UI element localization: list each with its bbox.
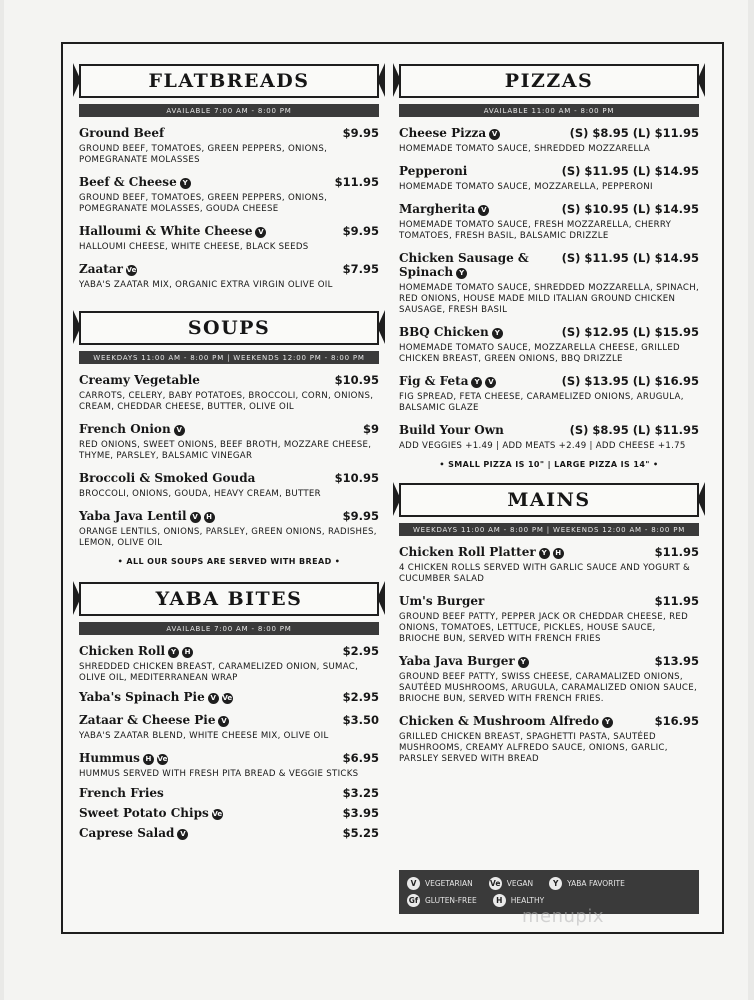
item-name (79, 751, 168, 765)
section-banner (79, 582, 379, 616)
menu-item (79, 690, 379, 704)
section-banner (79, 311, 379, 345)
item-name (79, 422, 185, 436)
item-description: CARROTS, CELERY, BABY POTATOES, BROCCOLI, CORN, ONIONS, CREAM, CHEDDAR CHEESE, BUTTER, OLIVE OIL (79, 391, 374, 412)
item-price: $3.25 (342, 786, 379, 800)
item-price: $5.25 (342, 826, 379, 840)
menu-item-row (399, 423, 699, 437)
vegetarian-icon: V (489, 129, 500, 140)
favorite-icon: Y (539, 548, 550, 559)
item-list (399, 126, 699, 452)
section-title: FLATBREADS (148, 70, 310, 92)
item-name-text: Creamy Vegetable (79, 373, 200, 387)
gluten-free-icon: Gf (408, 896, 419, 905)
item-name (399, 325, 503, 339)
menu-item-row (79, 175, 379, 189)
item-name-text: Caprese Salad (79, 826, 175, 840)
item-price: $9.95 (342, 509, 379, 523)
healthy-icon: H (553, 548, 564, 559)
item-price: (S) $11.95 (L) $14.95 (561, 251, 699, 265)
legend-favorite (549, 877, 625, 890)
section-title: MAINS (507, 489, 591, 511)
soups-section (79, 311, 379, 566)
item-name (399, 654, 529, 668)
item-name-text: Beef & Cheese (79, 175, 177, 189)
healthy-icon: H (204, 512, 215, 523)
vegetarian-icon: V (485, 377, 496, 388)
item-description: GROUND BEEF PATTY, PEPPER JACK OR CHEDDAR CHEESE, RED ONIONS, TOMATOES, LETTUCE, PICKLES, HOUSE SAUCE, BRIOCHE BUN, SERVED WITH FRENCH FRIES (399, 612, 688, 644)
menu-item (79, 786, 379, 800)
item-description: GRILLED CHICKEN BREAST, SPAGHETTI PASTA, SAUTÉED MUSHROOMS, CREAMY ALFREDO SAUCE, ONIONS, GARLIC, PARSLEY SERVED WITH BREAD (399, 732, 668, 764)
menu-item (399, 594, 699, 645)
item-name-text: Yaba Java Burger (399, 654, 515, 668)
menu-item (79, 262, 379, 291)
favorite-icon: Y (518, 657, 529, 668)
menu-item-row (79, 806, 379, 820)
item-name-text: Chicken & Mushroom Alfredo (399, 714, 600, 728)
legend-vegan (489, 877, 533, 890)
item-name (399, 545, 564, 559)
item-price: $11.95 (654, 545, 699, 559)
item-description: BROCCOLI, ONIONS, GOUDA, HEAVY CREAM, BUTTER (79, 489, 321, 499)
menu-item (399, 714, 699, 765)
item-description: HOMEMADE TOMATO SAUCE, FRESH MOZZARELLA, CHERRY TOMATOES, FRESH BASIL, BALSAMIC DRIZZLE (399, 220, 672, 241)
favorite-icon: Y (471, 377, 482, 388)
item-list (79, 644, 379, 840)
left-column (79, 44, 379, 840)
item-price: $6.95 (342, 751, 379, 765)
menu-item-row (79, 471, 379, 485)
item-name (399, 251, 562, 279)
item-description: ADD VEGGIES +1.49 | ADD MEATS +2.49 | ADD CHEESE +1.75 (399, 441, 686, 451)
menu-item (79, 644, 379, 684)
item-name-text: Chicken Sausage & Spinach (399, 251, 529, 279)
flatbreads-section (79, 64, 379, 291)
menu-item (79, 422, 379, 462)
menu-item-row (399, 126, 699, 140)
item-price: $9 (362, 422, 379, 436)
item-price: $3.95 (342, 806, 379, 820)
menu-item (79, 806, 379, 820)
item-name (79, 806, 223, 820)
vegan-icon: Ve (126, 266, 137, 274)
availability-bar: AVAILABLE 7:00 AM - 8:00 PM (79, 622, 379, 635)
item-description: FIG SPREAD, FETA CHEESE, CARAMELIZED ONIONS, ARUGULA, BALSAMIC GLAZE (399, 392, 684, 413)
legend-label: VEGETARIAN (425, 879, 473, 888)
favorite-icon: Y (492, 328, 503, 339)
vegetarian-icon: V (208, 693, 219, 704)
item-name (399, 423, 504, 437)
vegan-icon: Ve (222, 694, 233, 702)
menu-item-row (399, 325, 699, 339)
menu-item-row (79, 422, 379, 436)
item-price: (S) $13.95 (L) $16.95 (561, 374, 699, 388)
favorite-icon: Y (168, 647, 179, 658)
item-name-text: Zataar & Cheese Pie (79, 713, 216, 727)
healthy-icon: H (182, 647, 193, 658)
vegan-icon: Ve (212, 810, 223, 818)
availability-bar: WEEKDAYS 11:00 AM - 8:00 PM | WEEKENDS 12:00 AM - 8:00 PM (399, 523, 699, 536)
item-description: YABA'S ZAATAR MIX, ORGANIC EXTRA VIRGIN OLIVE OIL (79, 280, 333, 290)
menu-item (399, 423, 699, 452)
pizzas-section (399, 64, 699, 469)
item-name-text: Cheese Pizza (399, 126, 487, 140)
menu-item (399, 202, 699, 242)
right-column (399, 44, 699, 765)
item-name (79, 713, 229, 727)
item-name-text: Pepperoni (399, 164, 468, 178)
item-name-text: Yaba Java Lentil (79, 509, 187, 523)
menu-item (79, 509, 379, 549)
item-name-text: Yaba's Spinach Pie (79, 690, 205, 704)
item-list (79, 373, 379, 549)
item-description: HOMEMADE TOMATO SAUCE, SHREDDED MOZZARELLA, SPINACH, RED ONIONS, HOUSE MADE MILD ITALIAN GROUND CHICKEN SAUSAGE, FRESH BASIL (399, 283, 700, 315)
section-note: • ALL OUR SOUPS ARE SERVED WITH BREAD • (117, 557, 341, 566)
menu-item (399, 126, 699, 155)
item-name (79, 373, 200, 387)
favorite-icon: Y (180, 178, 191, 189)
menu-card (61, 42, 724, 934)
vegan-icon: Ve (157, 755, 168, 763)
item-list (79, 126, 379, 291)
item-description: HOMEMADE TOMATO SAUCE, SHREDDED MOZZARELLA (399, 144, 651, 154)
item-list (399, 545, 699, 765)
item-price: (S) $12.95 (L) $15.95 (561, 325, 699, 339)
menu-item-row (79, 126, 379, 140)
item-description: ORANGE LENTILS, ONIONS, PARSLEY, GREEN ONIONS, RADISHES, LEMON, OLIVE OIL (79, 527, 377, 548)
item-price: $2.95 (342, 690, 379, 704)
item-name (79, 644, 193, 658)
item-price: $9.95 (342, 224, 379, 238)
availability-bar: AVAILABLE 11:00 AM - 8:00 PM (399, 104, 699, 117)
item-name-text: Build Your Own (399, 423, 504, 437)
menu-item (79, 713, 379, 742)
menu-item-row (79, 224, 379, 238)
vegetarian-icon: V (190, 512, 201, 523)
item-name (399, 202, 489, 216)
menu-item-row (399, 164, 699, 178)
section-banner (399, 483, 699, 517)
item-description: HOMEMADE TOMATO SAUCE, MOZZARELLA, PEPPERONI (399, 182, 653, 192)
item-name-text: Broccoli & Smoked Gouda (79, 471, 256, 485)
item-price: (S) $10.95 (L) $14.95 (561, 202, 699, 216)
item-name (79, 175, 191, 189)
legend-label: HEALTHY (510, 896, 545, 905)
item-name-text: Fig & Feta (399, 374, 469, 388)
healthy-icon: H (493, 894, 506, 907)
item-name (399, 714, 613, 728)
item-name-text: French Fries (79, 786, 164, 800)
menu-item-row (79, 751, 379, 765)
favorite-icon: Y (549, 877, 562, 890)
vegetarian-icon: V (478, 205, 489, 216)
bites-section (79, 582, 379, 840)
item-name-text: Sweet Potato Chips (79, 806, 209, 820)
availability-bar: AVAILABLE 7:00 AM - 8:00 PM (79, 104, 379, 117)
menu-item-row (399, 594, 699, 608)
menu-item-row (79, 509, 379, 523)
vegetarian-icon: V (255, 227, 266, 238)
item-price: (S) $11.95 (L) $14.95 (561, 164, 699, 178)
item-name-text: Margherita (399, 202, 476, 216)
menu-item (399, 374, 699, 414)
item-price: (S) $8.95 (L) $11.95 (569, 423, 699, 437)
menu-item (79, 126, 379, 166)
section-title: YABA BITES (155, 588, 303, 610)
menu-item-row (399, 202, 699, 216)
favorite-icon: Y (456, 268, 467, 279)
menu-item-row (79, 826, 379, 840)
item-price: $9.95 (342, 126, 379, 140)
vegetarian-icon: V (177, 829, 188, 840)
item-price: (S) $8.95 (L) $11.95 (569, 126, 699, 140)
item-price: $11.95 (654, 594, 699, 608)
legend-label: YABA FAVORITE (567, 879, 625, 888)
menu-item-row (79, 262, 379, 276)
item-name (79, 509, 215, 523)
healthy-icon: H (143, 754, 154, 765)
item-name-text: Halloumi & White Cheese (79, 224, 253, 238)
item-name-text: Um's Burger (399, 594, 485, 608)
menu-item-row (399, 714, 699, 728)
menu-item (79, 826, 379, 840)
item-name-text: French Onion (79, 422, 171, 436)
menu-item-row (79, 373, 379, 387)
menu-item (399, 164, 699, 193)
section-banner (79, 64, 379, 98)
item-name (399, 164, 467, 178)
menu-item (399, 325, 699, 365)
item-name (79, 826, 188, 840)
section-banner (399, 64, 699, 98)
item-description: HOMEMADE TOMATO SAUCE, MOZZARELLA CHEESE, GRILLED CHICKEN BREAST, GREEN ONIONS, BBQ DRIZZLE (399, 343, 680, 364)
vegetarian-icon: V (407, 877, 420, 890)
section-title: PIZZAS (504, 70, 594, 92)
item-name (79, 690, 233, 704)
menu-item-row (399, 545, 699, 559)
item-description: HALLOUMI CHEESE, WHITE CHEESE, BLACK SEEDS (79, 242, 309, 252)
legend-label: GLUTEN-FREE (425, 896, 477, 905)
item-price: $10.95 (334, 373, 379, 387)
menu-item-row (399, 654, 699, 668)
item-name-text: Zaatar (79, 262, 123, 276)
vegan-icon: Ve (489, 879, 501, 888)
menu-item-row (399, 374, 699, 388)
item-description: YABA'S ZAATAR BLEND, WHITE CHEESE MIX, OLIVE OIL (79, 731, 329, 741)
legend-gluten-free (407, 894, 477, 907)
item-description: GROUND BEEF, TOMATOES, GREEN PEPPERS, ONIONS, POMEGRANATE MOLASSES, GOUDA CHEESE (79, 193, 328, 214)
item-name (79, 471, 255, 485)
item-price: $3.50 (342, 713, 379, 727)
legend-vegetarian (407, 877, 473, 890)
menu-item (79, 751, 379, 780)
item-description: RED ONIONS, SWEET ONIONS, BEEF BROTH, MOZZARE CHEESE, THYME, PARSLEY, BALSAMIC VINEGAR (79, 440, 372, 461)
item-price: $7.95 (342, 262, 379, 276)
vegetarian-icon: V (218, 716, 229, 727)
menu-item-row (399, 251, 699, 279)
item-name-text: Chicken Roll (79, 644, 166, 658)
item-description: GROUND BEEF PATTY, SWISS CHEESE, CARAMALIZED ONIONS, SAUTÉED MUSHROOMS, ARUGULA, CARAMALIZED ONION SAUCE, BRIOCHE BUN, SERVED WITH FRENCH FRIES. (399, 672, 697, 704)
item-description: 4 CHICKEN ROLLS SERVED WITH GARLIC SAUCE AND YOGURT & CUCUMBER SALAD (399, 563, 691, 584)
item-name-text: Chicken Roll Platter (399, 545, 536, 559)
legend-label: VEGAN (506, 879, 534, 888)
item-name-text: Hummus (79, 751, 140, 765)
vegetarian-icon: V (174, 425, 185, 436)
section-title: SOUPS (187, 317, 271, 339)
availability-bar: WEEKDAYS 11:00 AM - 8:00 PM | WEEKENDS 12:00 PM - 8:00 PM (79, 351, 379, 364)
menu-item-row (79, 644, 379, 658)
item-name (79, 126, 164, 140)
item-price: $2.95 (342, 644, 379, 658)
legend-row (407, 875, 691, 892)
item-name (399, 126, 500, 140)
mains-section (399, 483, 699, 765)
section-note: • SMALL PIZZA IS 10" | LARGE PIZZA IS 14" • (439, 460, 659, 469)
item-price: $16.95 (654, 714, 699, 728)
item-price: $11.95 (334, 175, 379, 189)
menu-item (399, 251, 699, 316)
item-price: $13.95 (654, 654, 699, 668)
menu-item-row (79, 690, 379, 704)
item-name (79, 786, 164, 800)
item-name-text: Ground Beef (79, 126, 165, 140)
item-name (79, 224, 266, 238)
favorite-icon: Y (602, 717, 613, 728)
item-price: $10.95 (334, 471, 379, 485)
menu-item (399, 654, 699, 705)
item-description: SHREDDED CHICKEN BREAST, CARAMELIZED ONION, SUMAC, OLIVE OIL, MEDITERRANEAN WRAP (79, 662, 359, 683)
menu-item (79, 224, 379, 253)
menu-item (79, 373, 379, 413)
item-name-text: BBQ Chicken (399, 325, 489, 339)
item-description: HUMMUS SERVED WITH FRESH PITA BREAD & VEGGIE STICKS (79, 769, 359, 779)
item-name (399, 374, 496, 388)
menu-item (79, 471, 379, 500)
watermark-logo: menupix (522, 906, 605, 927)
item-description: GROUND BEEF, TOMATOES, GREEN PEPPERS, ONIONS, POMEGRANATE MOLASSES (79, 144, 328, 165)
item-name (79, 262, 137, 276)
item-name (399, 594, 484, 608)
menu-item-row (79, 713, 379, 727)
menu-item (399, 545, 699, 585)
menu-item (79, 175, 379, 215)
menu-item-row (79, 786, 379, 800)
